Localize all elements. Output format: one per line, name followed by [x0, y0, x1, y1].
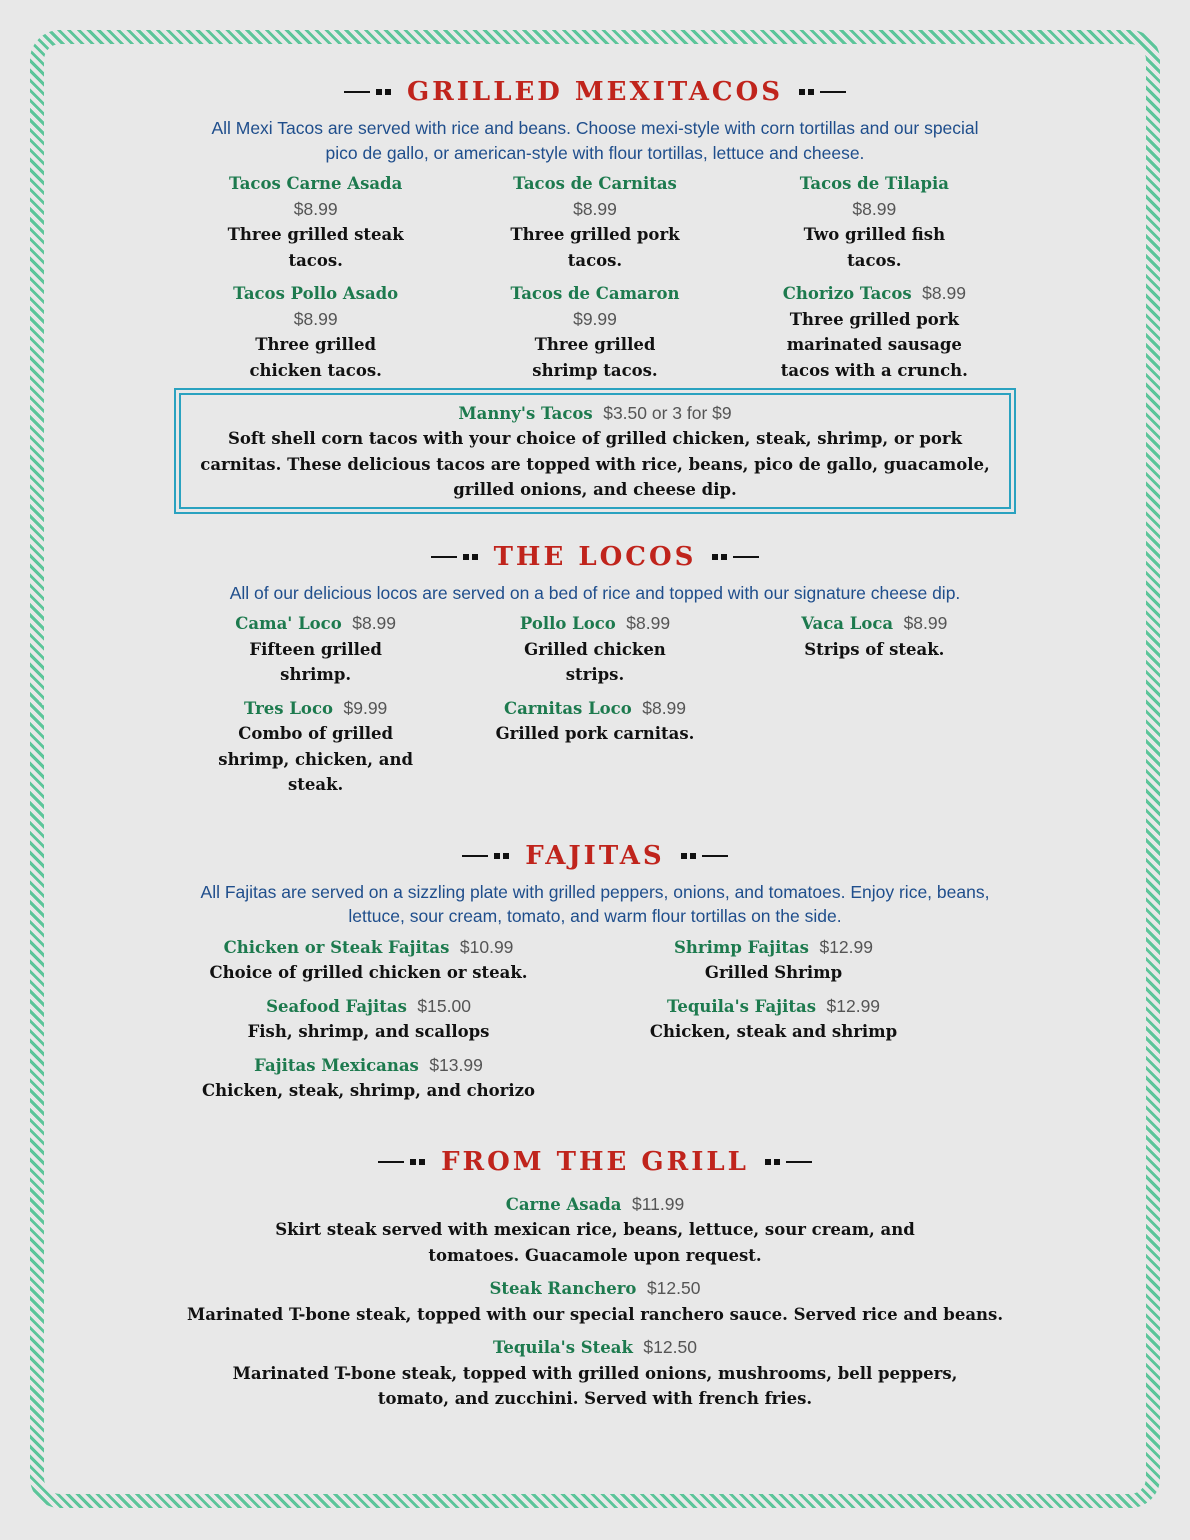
item-name: Seafood Fajitas — [266, 996, 407, 1016]
item-name: Tequila's Fajitas — [666, 996, 817, 1016]
section-header-tacos — [176, 70, 1014, 114]
item-name: Tres Loco — [244, 698, 333, 718]
item-description: Three grilled shrimp tacos. — [532, 335, 658, 380]
featured-item-box — [179, 393, 1011, 509]
menu-item — [455, 171, 734, 273]
section-header-locos — [176, 535, 1014, 579]
section-title: GRILLED MEXITACOS — [406, 77, 784, 107]
item-price: $12.50 — [643, 1337, 697, 1357]
section-title: FROM THE GRILL — [441, 1146, 749, 1177]
item-name: Vaca Loca — [801, 614, 894, 633]
menu-item — [455, 696, 734, 798]
item-price: $3.50 or 3 for $9 — [603, 403, 732, 423]
menu-item — [591, 935, 956, 986]
menu-item — [735, 281, 1014, 383]
menu-item — [176, 171, 455, 273]
menu-item — [455, 611, 734, 688]
item-description: Skirt steak served with mexican rice, beans, lettuce, sour cream, and tomatoes. Guacamole upon request. — [275, 1220, 915, 1265]
item-description: Grilled pork carnitas. — [495, 724, 695, 743]
item-price: $8.99 — [293, 198, 338, 219]
tacos-items — [176, 171, 1014, 391]
menu-item — [176, 935, 561, 986]
section-header-grill — [176, 1140, 1014, 1184]
menu-item — [176, 1192, 1014, 1269]
menu-item — [176, 696, 455, 798]
menu-item — [176, 1276, 1014, 1327]
item-price: $9.99 — [573, 308, 617, 329]
item-name: Carnitas Loco — [503, 698, 632, 718]
item-description: Strips of steak. — [804, 639, 945, 659]
section-title: FAJITAS — [525, 840, 665, 871]
item-name: Carne Asada — [505, 1194, 622, 1214]
item-description: Grilled chicken strips. — [524, 639, 666, 684]
locos-items — [176, 611, 1014, 806]
menu-item — [176, 1053, 561, 1104]
item-price: $13.99 — [429, 1054, 483, 1075]
item-description: Marinated T-bone steak, topped with our special ranchero sauce. Served rice and beans. — [186, 1304, 1004, 1324]
fajitas-items — [176, 935, 1014, 1112]
item-price: $8.99 — [642, 697, 687, 718]
menu-item — [176, 281, 455, 383]
section-header-fajitas — [176, 834, 1014, 878]
item-price: $8.99 — [352, 613, 397, 633]
item-description: Chicken, steak, shrimp, and chorizo — [202, 1081, 535, 1100]
item-price: $12.50 — [646, 1278, 701, 1298]
item-name: Pollo Loco — [519, 614, 616, 633]
item-description: Two grilled fish tacos. — [803, 225, 946, 270]
item-price: $12.99 — [826, 995, 881, 1016]
item-description: Combo of grilled shrimp, chicken, and steak. — [218, 724, 414, 794]
item-price: $8.99 — [573, 198, 617, 219]
item-price: $8.99 — [293, 308, 338, 329]
item-price: $8.99 — [626, 613, 671, 633]
menu-item — [176, 994, 561, 1045]
item-price: $9.99 — [343, 697, 388, 718]
menu-item — [176, 611, 455, 688]
item-description: Choice of grilled chicken or steak. — [209, 963, 528, 982]
menu-item — [455, 281, 734, 383]
fajitas-right-column — [591, 935, 956, 1112]
item-description: Three grilled pork marinated sausage tacos with a crunch. — [780, 309, 968, 380]
item-price: $15.00 — [417, 995, 471, 1016]
section-intro: All Mexi Tacos are served with rice and beans. Choose mexi-style with corn tortillas and our special pico de gallo, or american-style with flour tortillas, lettuce and cheese. — [211, 118, 979, 163]
section-intro: All of our delicious locos are served on a bed of rice and topped with our signature cheese dip. — [229, 582, 961, 603]
fajitas-left-column — [176, 935, 561, 1112]
item-description: Fish, shrimp, and scallops — [247, 1022, 490, 1041]
item-name: Tacos Carne Asada — [229, 174, 403, 193]
item-name: Chicken or Steak Fajitas — [223, 937, 450, 957]
item-name: Steak Ranchero — [489, 1279, 637, 1298]
item-name: Tacos de Carnitas — [513, 174, 677, 193]
item-name: Manny's Tacos — [458, 404, 593, 423]
item-description: Three grilled pork tacos. — [510, 225, 680, 270]
item-price: $12.99 — [819, 936, 873, 957]
menu-item — [735, 611, 1014, 688]
item-description: Three grilled steak tacos. — [227, 225, 404, 270]
item-name: Chorizo Tacos — [782, 284, 912, 303]
item-price: $8.99 — [922, 283, 966, 303]
item-description: Chicken, steak and shrimp — [649, 1022, 898, 1041]
section-title: THE LOCOS — [493, 541, 697, 572]
menu-item — [735, 171, 1014, 273]
item-name: Shrimp Fajitas — [674, 937, 809, 957]
item-name: Cama' Loco — [235, 614, 342, 633]
item-description: Fifteen grilled shrimp. — [249, 639, 382, 684]
item-price: $8.99 — [852, 198, 897, 219]
item-name: Tacos de Tilapia — [799, 174, 949, 193]
menu-item — [591, 994, 956, 1045]
item-name: Tacos Pollo Asado — [233, 284, 399, 303]
item-description: Three grilled chicken tacos. — [249, 335, 382, 380]
item-description: Grilled Shrimp — [704, 963, 843, 982]
section-intro: All Fajitas are served on a sizzling plate with grilled peppers, onions, and tomatoes. Enjoy rice, beans, lettuce, sour cream, tomato, and warm flour tortillas on the side. — [200, 881, 990, 926]
item-price: $10.99 — [459, 936, 514, 957]
item-description: Soft shell corn tacos with your choice of grilled chicken, steak, shrimp, or pork carnitas. These delicious tacos are topped with rice, beans, pico de gallo, guacamole, grilled onions, and cheese dip. — [200, 429, 990, 499]
menu-content — [176, 70, 1014, 1420]
menu-item — [176, 1335, 1014, 1412]
item-description: Marinated T-bone steak, topped with grilled onions, mushrooms, bell peppers, tomato, and zucchini. Served with french fries. — [232, 1363, 958, 1408]
item-name: Tacos de Camaron — [510, 284, 680, 303]
item-price: $11.99 — [632, 1193, 685, 1214]
item-price: $8.99 — [903, 613, 948, 633]
item-name: Fajitas Mexicanas — [254, 1055, 419, 1075]
item-name: Tequila's Steak — [493, 1338, 633, 1357]
